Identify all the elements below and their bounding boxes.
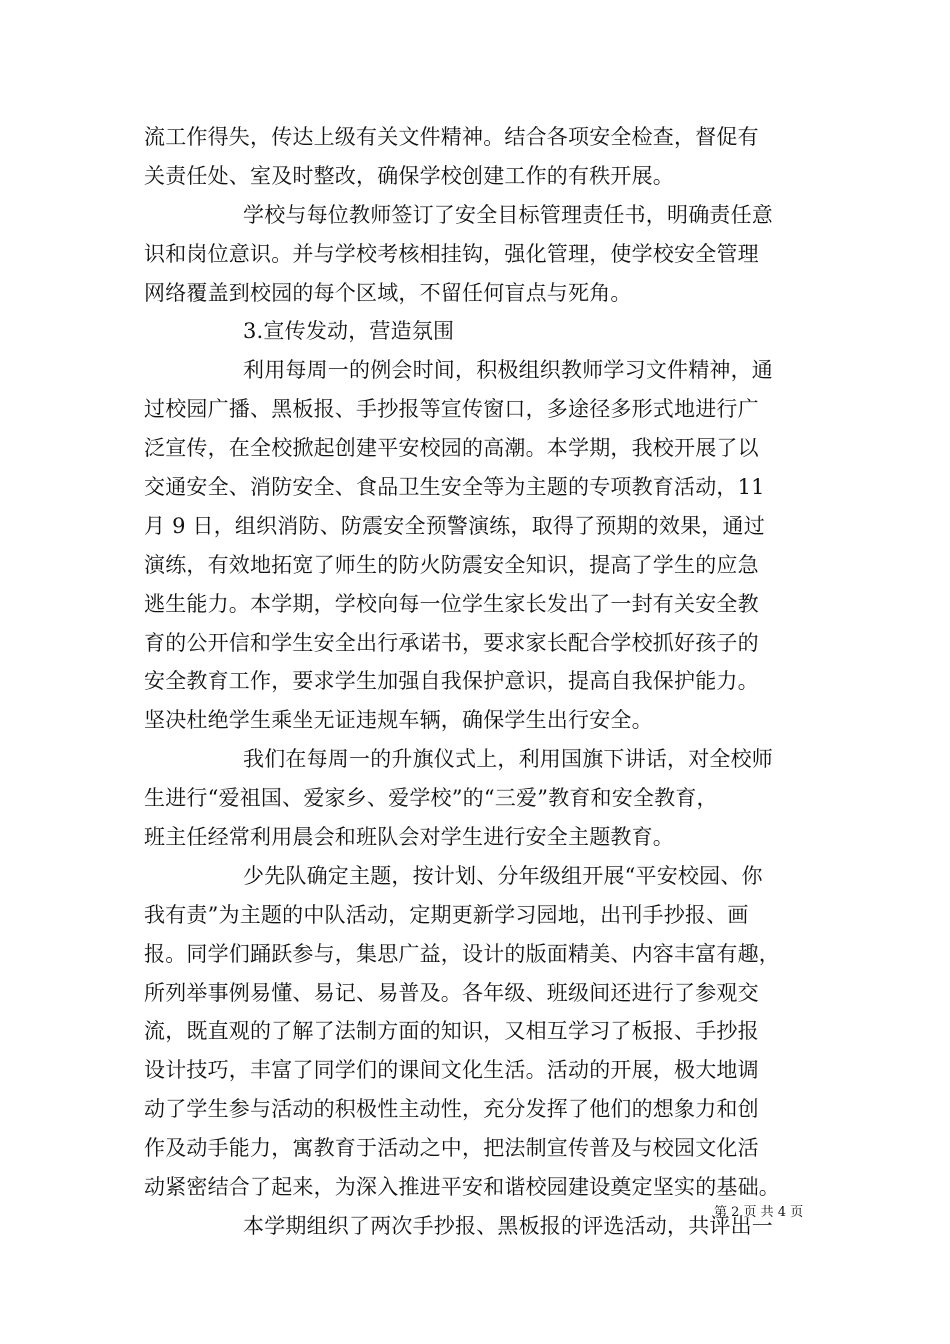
text-line: 网络覆盖到校园的每个区域，不留任何盲点与死角。: [144, 280, 632, 305]
text-line: 我有责”为主题的中队活动，定期更新学习园地，出刊手抄报、画: [144, 902, 749, 927]
text-line: 逃生能力。本学期，学校向每一位学生家长发出了一封有关安全教: [144, 591, 759, 616]
text-line: 流工作得失，传达上级有关文件精神。结合各项安全检查，督促有: [144, 125, 759, 149]
text-line: 报。同学们踊跃参与，集思广益，设计的版面精美、内容丰富有趣，: [144, 941, 780, 966]
text-line: 作及动手能力，寓教育于活动之中，把法制宣传普及与校园文化活: [144, 1136, 759, 1161]
text-line: 学校与每位教师签订了安全目标管理责任书，明确责任意: [243, 202, 773, 227]
text-line: 班主任经常利用晨会和班队会对学生进行安全主题教育。: [144, 825, 674, 850]
text-line: 泛宣传，在全校掀起创建平安校园的高潮。本学期，我校开展了以: [144, 436, 759, 461]
text-line: 交通安全、消防安全、食品卫生安全等为主题的专项教育活动，11: [144, 475, 765, 500]
text-line: 动了学生参与活动的积极性主动性，充分发挥了他们的想象力和创: [144, 1097, 759, 1122]
text-line: 设计技巧，丰富了同学们的课间文化生活。活动的开展，极大地调: [144, 1058, 759, 1083]
text-line: 月 9 日，组织消防、防震安全预警演练，取得了预期的效果，通过: [144, 513, 765, 538]
text-line: 过校园广播、黑板报、手抄报等宣传窗口，多途径多形式地进行广: [144, 397, 759, 422]
text-line: 坚决杜绝学生乘坐无证违规车辆，确保学生出行安全。: [144, 708, 653, 733]
text-line: 生进行“爱祖国、爱家乡、爱学校”的“三爱”教育和安全教育，: [144, 786, 718, 811]
text-line: 利用每周一的例会时间，积极组织教师学习文件精神，通: [243, 358, 773, 383]
text-line: 流，既直观的了解了法制方面的知识，又相互学习了板报、手抄报: [144, 1019, 759, 1044]
page-number-footer: 第 2 页 共 4 页: [714, 1205, 804, 1220]
text-line: 育的公开信和学生安全出行承诺书，要求家长配合学校抓好孩子的: [144, 630, 759, 655]
text-line: 本学期组织了两次手抄报、黑板报的评选活动，共评出一: [243, 1213, 773, 1238]
text-line: 所列举事例易懂、易记、易普及。各年级、班级间还进行了参观交: [144, 980, 759, 1005]
body-text: [144, 118, 814, 1246]
text-line: 我们在每周一的升旗仪式上，利用国旗下讲话，对全校师: [243, 747, 773, 772]
section-heading: 3.宣传发动，营造氛围: [243, 319, 455, 344]
text-line: 少先队确定主题，按计划、分年级组开展“平安校园、你: [243, 863, 763, 888]
text-line: 演练，有效地拓宽了师生的防火防震安全知识，提高了学生的应急: [144, 552, 759, 577]
text-line: 关责任处、室及时整改，确保学校创建工作的有秩开展。: [144, 163, 674, 188]
text-line: 安全教育工作，要求学生加强自我保护意识，提高自我保护能力。: [144, 669, 759, 694]
text-line: 识和岗位意识。并与学校考核相挂钩，强化管理，使学校安全管理: [144, 241, 759, 266]
text-line: 动紧密结合了起来，为深入推进平安和谐校园建设奠定坚实的基础。: [144, 1175, 780, 1200]
